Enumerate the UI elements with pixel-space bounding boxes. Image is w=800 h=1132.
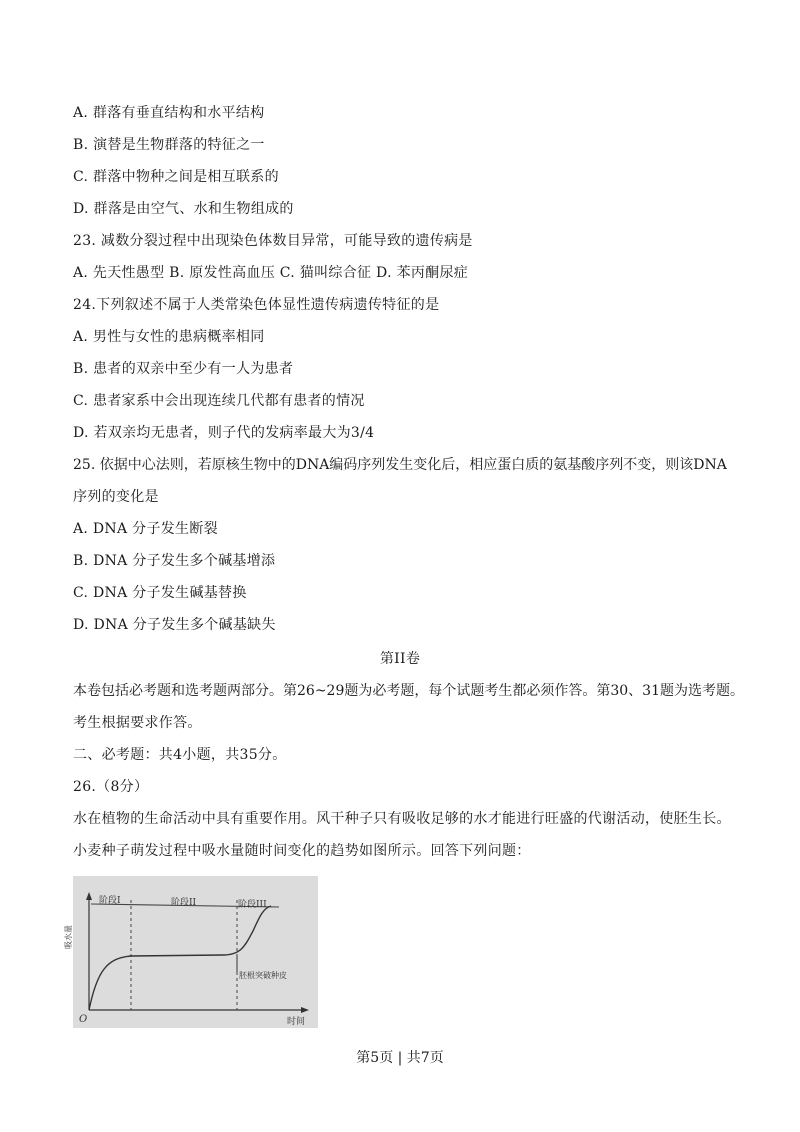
q25-stem-line-2: 序列的变化是: [73, 489, 159, 505]
y-axis-arrow: [86, 892, 92, 900]
q25-option-c: C. DNA 分子发生碱基替换: [73, 585, 247, 601]
water-uptake-chart: [64, 876, 318, 1028]
q24-option-d: D. 若双亲均无患者，则子代的发病率最大为3/4: [73, 425, 375, 441]
q22-option-d: D. 群落是由空气、水和生物组成的: [73, 201, 294, 217]
annotation-label: 胚根突破种皮: [239, 971, 287, 980]
water-uptake-curve: [89, 906, 271, 1010]
q26-text-line-1: 水在植物的生命活动中具有重要作用。风干种子只有吸收足够的水才能进行旺盛的代谢活动，使胚生长。: [73, 811, 731, 827]
q22-option-b: B. 演替是生物群落的特征之一: [73, 137, 265, 153]
q24-stem: 24.下列叙述不属于人类常染色体显性遗传病遗传特征的是: [73, 297, 440, 313]
x-axis-label: 时间: [287, 1017, 306, 1027]
stage-3-label: 阶段III: [238, 900, 267, 910]
q26-text-line-2: 小麦种子萌发过程中吸水量随时间变化的趋势如图所示。回答下列问题：: [73, 843, 531, 859]
section-title: 第II卷: [379, 651, 421, 667]
q25-option-a: A. DNA 分子发生断裂: [73, 521, 218, 537]
x-axis-arrow: [301, 1007, 309, 1013]
q25-option-d: D. DNA 分子发生多个碱基缺失: [73, 617, 276, 633]
stage-2-label: 阶段II: [171, 898, 197, 908]
origin-label: O: [79, 1014, 88, 1025]
section-intro-line-1: 本卷包括必考题和选考题两部分。第26~29题为必考题，每个试题考生都必须作答。第30、31题为选考题。: [73, 683, 744, 699]
q22-option-c: C. 群落中物种之间是相互联系的: [73, 169, 279, 185]
q22-option-a: A. 群落有垂直结构和水平结构: [73, 105, 265, 121]
q24-option-a: A. 男性与女性的患病概率相同: [73, 329, 265, 345]
stage-1-label: 阶段I: [99, 896, 121, 906]
q23-options: A. 先天性愚型 B. 原发性高血压 C. 猫叫综合征 D. 苯丙酮尿症: [73, 265, 469, 281]
q25-option-b: B. DNA 分子发生多个碱基增添: [73, 553, 276, 569]
page-footer: 第5页 | 共7页: [356, 1050, 444, 1066]
q26-score: 26.（8分）: [73, 779, 149, 795]
y-axis-label: 吸水量: [64, 925, 73, 949]
section-intro-line-2: 考生根据要求作答。: [73, 715, 202, 731]
q24-option-c: C. 患者家系中会出现连续几代都有患者的情况: [73, 393, 365, 409]
q25-stem-line-1: 25. 依据中心法则，若原核生物中的DNA编码序列发生变化后，相应蛋白质的氨基酸序列不变，则该DNA: [73, 457, 727, 473]
part-heading: 二、必考题：共4小题，共35分。: [73, 747, 287, 763]
q23-stem: 23. 减数分裂过程中出现染色体数目异常，可能导致的遗传病是: [73, 233, 473, 249]
water-uptake-figure: [64, 876, 318, 1028]
q24-option-b: B. 患者的双亲中至少有一人为患者: [73, 361, 294, 377]
